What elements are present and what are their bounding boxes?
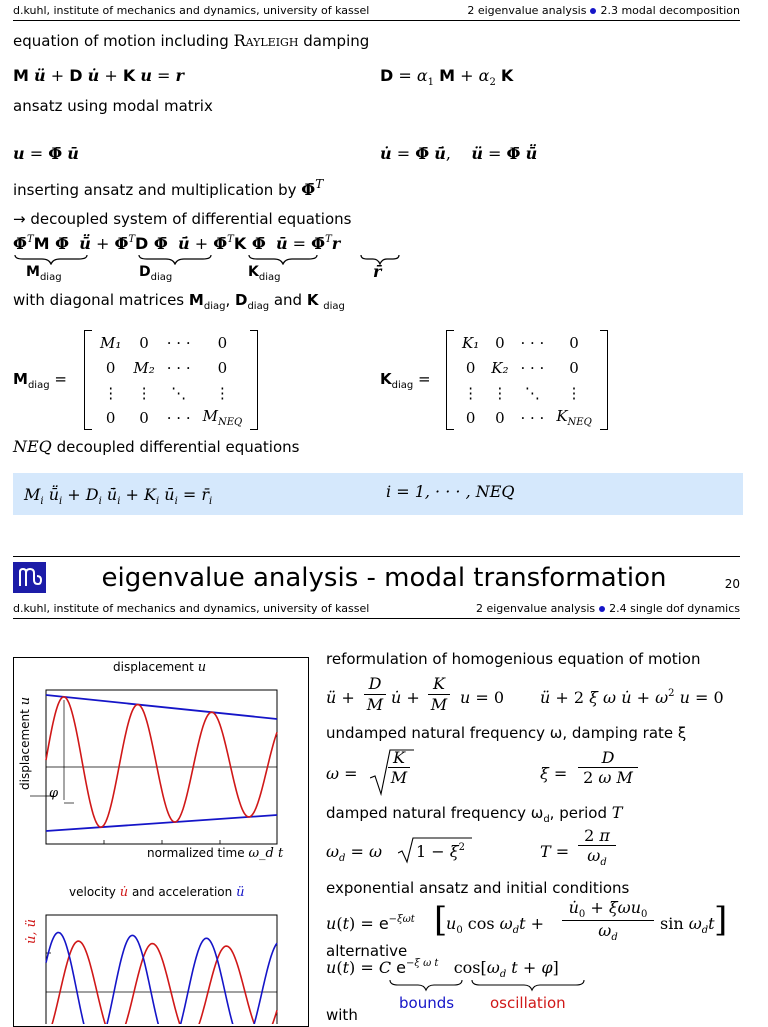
matrix-cell: · · · <box>520 358 545 377</box>
matrix-cell: ⋮ <box>136 383 152 402</box>
matrix-cell: 0 <box>495 333 505 352</box>
ansatz-derivatives: u̇ = Φ̄ ū̇, ü = Φ̄ ṻ <box>380 144 538 163</box>
k-diag-matrix <box>446 330 608 430</box>
matrix-cell: · · · <box>520 408 545 427</box>
matrix-cell: ⋮ <box>492 383 508 402</box>
oscillation-label: oscillation <box>490 994 566 1012</box>
matrix-cell: K₁ <box>462 333 480 352</box>
k-diag-label: $K_{diag}$ = <box>380 370 431 391</box>
with-diagonal-label: with diagonal matrices $M_{diag}$, $D_{diag}$ and K $_{diag}$ <box>13 291 345 312</box>
matrix-cell: 0 <box>217 333 228 352</box>
matrix-cell: 0 <box>465 408 476 427</box>
decoupled-system: Φ̄$^T$M Φ̄ ṻ + Φ̄$^T$D Φ̄ ū̇ + Φ̄$^T$K Φ̄ ū = Φ̄$^T$r $M_{diag}$ $D_{diag}$ $K_{diag}$ r̄ <box>13 234 433 284</box>
matrix-cell: ⋱ <box>524 383 540 402</box>
matrix-cell: M₂ <box>133 358 155 377</box>
header-rule <box>13 20 740 21</box>
bullet-icon <box>599 606 605 612</box>
matrix-cell: · · · <box>520 333 545 352</box>
bounds-label: bounds <box>399 994 455 1012</box>
solution-equation: $u(t) = e^{-\xi\omega t}$ [ $u_0$ $\cos \omega_dt$ + $u̇_0 + \xi\omega u_0$ $\omega_d$ $\sin \omega_dt$ ] <box>326 898 728 943</box>
with-label: with <box>326 1006 358 1024</box>
brace-label-k: $K_{diag}$ <box>248 264 281 283</box>
matrix-cell: 0 <box>569 333 579 352</box>
plot1-ylabel: displacement u <box>18 696 33 790</box>
matrix-cell: ⋮ <box>566 383 582 402</box>
velocity-plot <box>20 910 290 1024</box>
matrix-cell: ⋱ <box>171 383 187 402</box>
omega-xi-equations: ω = K M ξ = D 2 ω M <box>326 748 726 798</box>
page-number: 20 <box>724 577 740 591</box>
matrix-cell: 0 <box>465 358 476 377</box>
underbraces <box>13 253 433 265</box>
header-section: 2 eigenvalue analysis 2.3 modal decomposition <box>467 4 740 17</box>
matrix-cell: · · · <box>166 333 191 352</box>
ansatz-equation: u = Φ̄ ū <box>13 144 79 163</box>
matrix-cell: 0 <box>139 408 149 427</box>
matrix-cell: 0 <box>495 408 505 427</box>
rayleigh-line: equation of motion including Rayleigh damping <box>13 31 370 50</box>
damping-equation: $D = \alpha_1$ $M + \alpha_2$ K <box>380 66 514 88</box>
slide2-top-rule <box>13 556 740 557</box>
omega-d-period-equations: $\omega_d = \omega$ $1 - \xi^2$ T = 2 π $\omega_d$ <box>326 826 726 876</box>
phi-label: φ <box>49 786 59 801</box>
homogeneous-equations: ü + D M u̇ + K M u = 0 ü + 2 ξ ω u̇ + $\omega^2$ u = 0 <box>326 674 724 714</box>
matrix-cell: ⋮ <box>463 383 479 402</box>
matrix-cell: · · · <box>166 358 191 377</box>
matrix-cell: 0 <box>105 408 116 427</box>
header2-rule <box>13 618 740 619</box>
neq-label: NEQ decoupled differential equations <box>13 437 300 456</box>
damped-label: damped natural frequency $\omega_d$, period T <box>326 803 623 825</box>
plot2-ylabel: u̇, ü <box>24 918 39 944</box>
ansatz-label: ansatz using modal matrix <box>13 97 213 115</box>
matrix-cell: ⋮ <box>103 383 119 402</box>
reformulation-label: reformulation of homogenious equation of motion <box>326 650 701 668</box>
header2-section: 2 eigenvalue analysis 2.4 single dof dynamics <box>475 602 740 615</box>
exp-ansatz-label: exponential ansatz and initial conditions <box>326 879 630 897</box>
displacement-plot <box>20 680 290 860</box>
m-diag-matrix <box>84 330 258 430</box>
matrix-cell: ⋮ <box>214 383 230 402</box>
equation-of-motion: M ü + D u̇ + K u = r <box>13 66 184 85</box>
alternative-equation: u(t) = C $e^{-\xi \omega t}$ $\cos[\omega_d$ t + φ] <box>326 958 626 1014</box>
brace-label-m: $M_{diag}$ <box>26 264 62 283</box>
index-range: i = 1, · · · , NEQ <box>386 482 515 501</box>
matrix-cell: K₂ <box>491 358 509 377</box>
plot2-title: velocity u̇ and acceleration ü <box>69 885 245 900</box>
alternative-label: alternative <box>326 942 408 960</box>
undamped-label: undamped natural frequency ω, damping rate ξ <box>326 724 687 742</box>
modal-equation: $M_i$ ṻ$_i$ + $D_i$ $ū̇_i + K_i$ $ū_i$ = $r̄_i$ <box>24 485 213 507</box>
header-author: d.kuhl, institute of mechanics and dynamics, university of kassel <box>13 4 370 17</box>
matrix-cell: M₁ <box>100 333 122 352</box>
plot1-xlabel: normalized time ω_d t <box>147 846 284 861</box>
header2-author: d.kuhl, institute of mechanics and dynamics, university of kassel <box>13 602 370 615</box>
brace-label-r: r̄ <box>373 262 382 281</box>
plot1-title: displacement u <box>113 660 207 675</box>
matrix-cell: · · · <box>166 408 191 427</box>
decoupled-label: → decoupled system of differential equations <box>13 210 352 228</box>
matrix-cell: 0 <box>217 358 228 377</box>
bullet-icon <box>590 8 596 14</box>
solution-underbraces <box>388 978 588 992</box>
matrix-cell: 0 <box>569 358 579 377</box>
matrix-cell: $M_{NEQ}$ <box>202 407 243 428</box>
brace-label-d: $D_{diag}$ <box>139 264 173 283</box>
slide-title: eigenvalue analysis - modal transformation <box>101 563 667 593</box>
matrix-cell: $K_{NEQ}$ <box>556 407 592 428</box>
m-diag-label: $M_{diag}$ = <box>13 370 67 391</box>
inserting-label: inserting ansatz and multiplication by Φ̄$^T$ <box>13 177 324 199</box>
matrix-cell: 0 <box>139 333 149 352</box>
matrix-cell: 0 <box>105 358 116 377</box>
